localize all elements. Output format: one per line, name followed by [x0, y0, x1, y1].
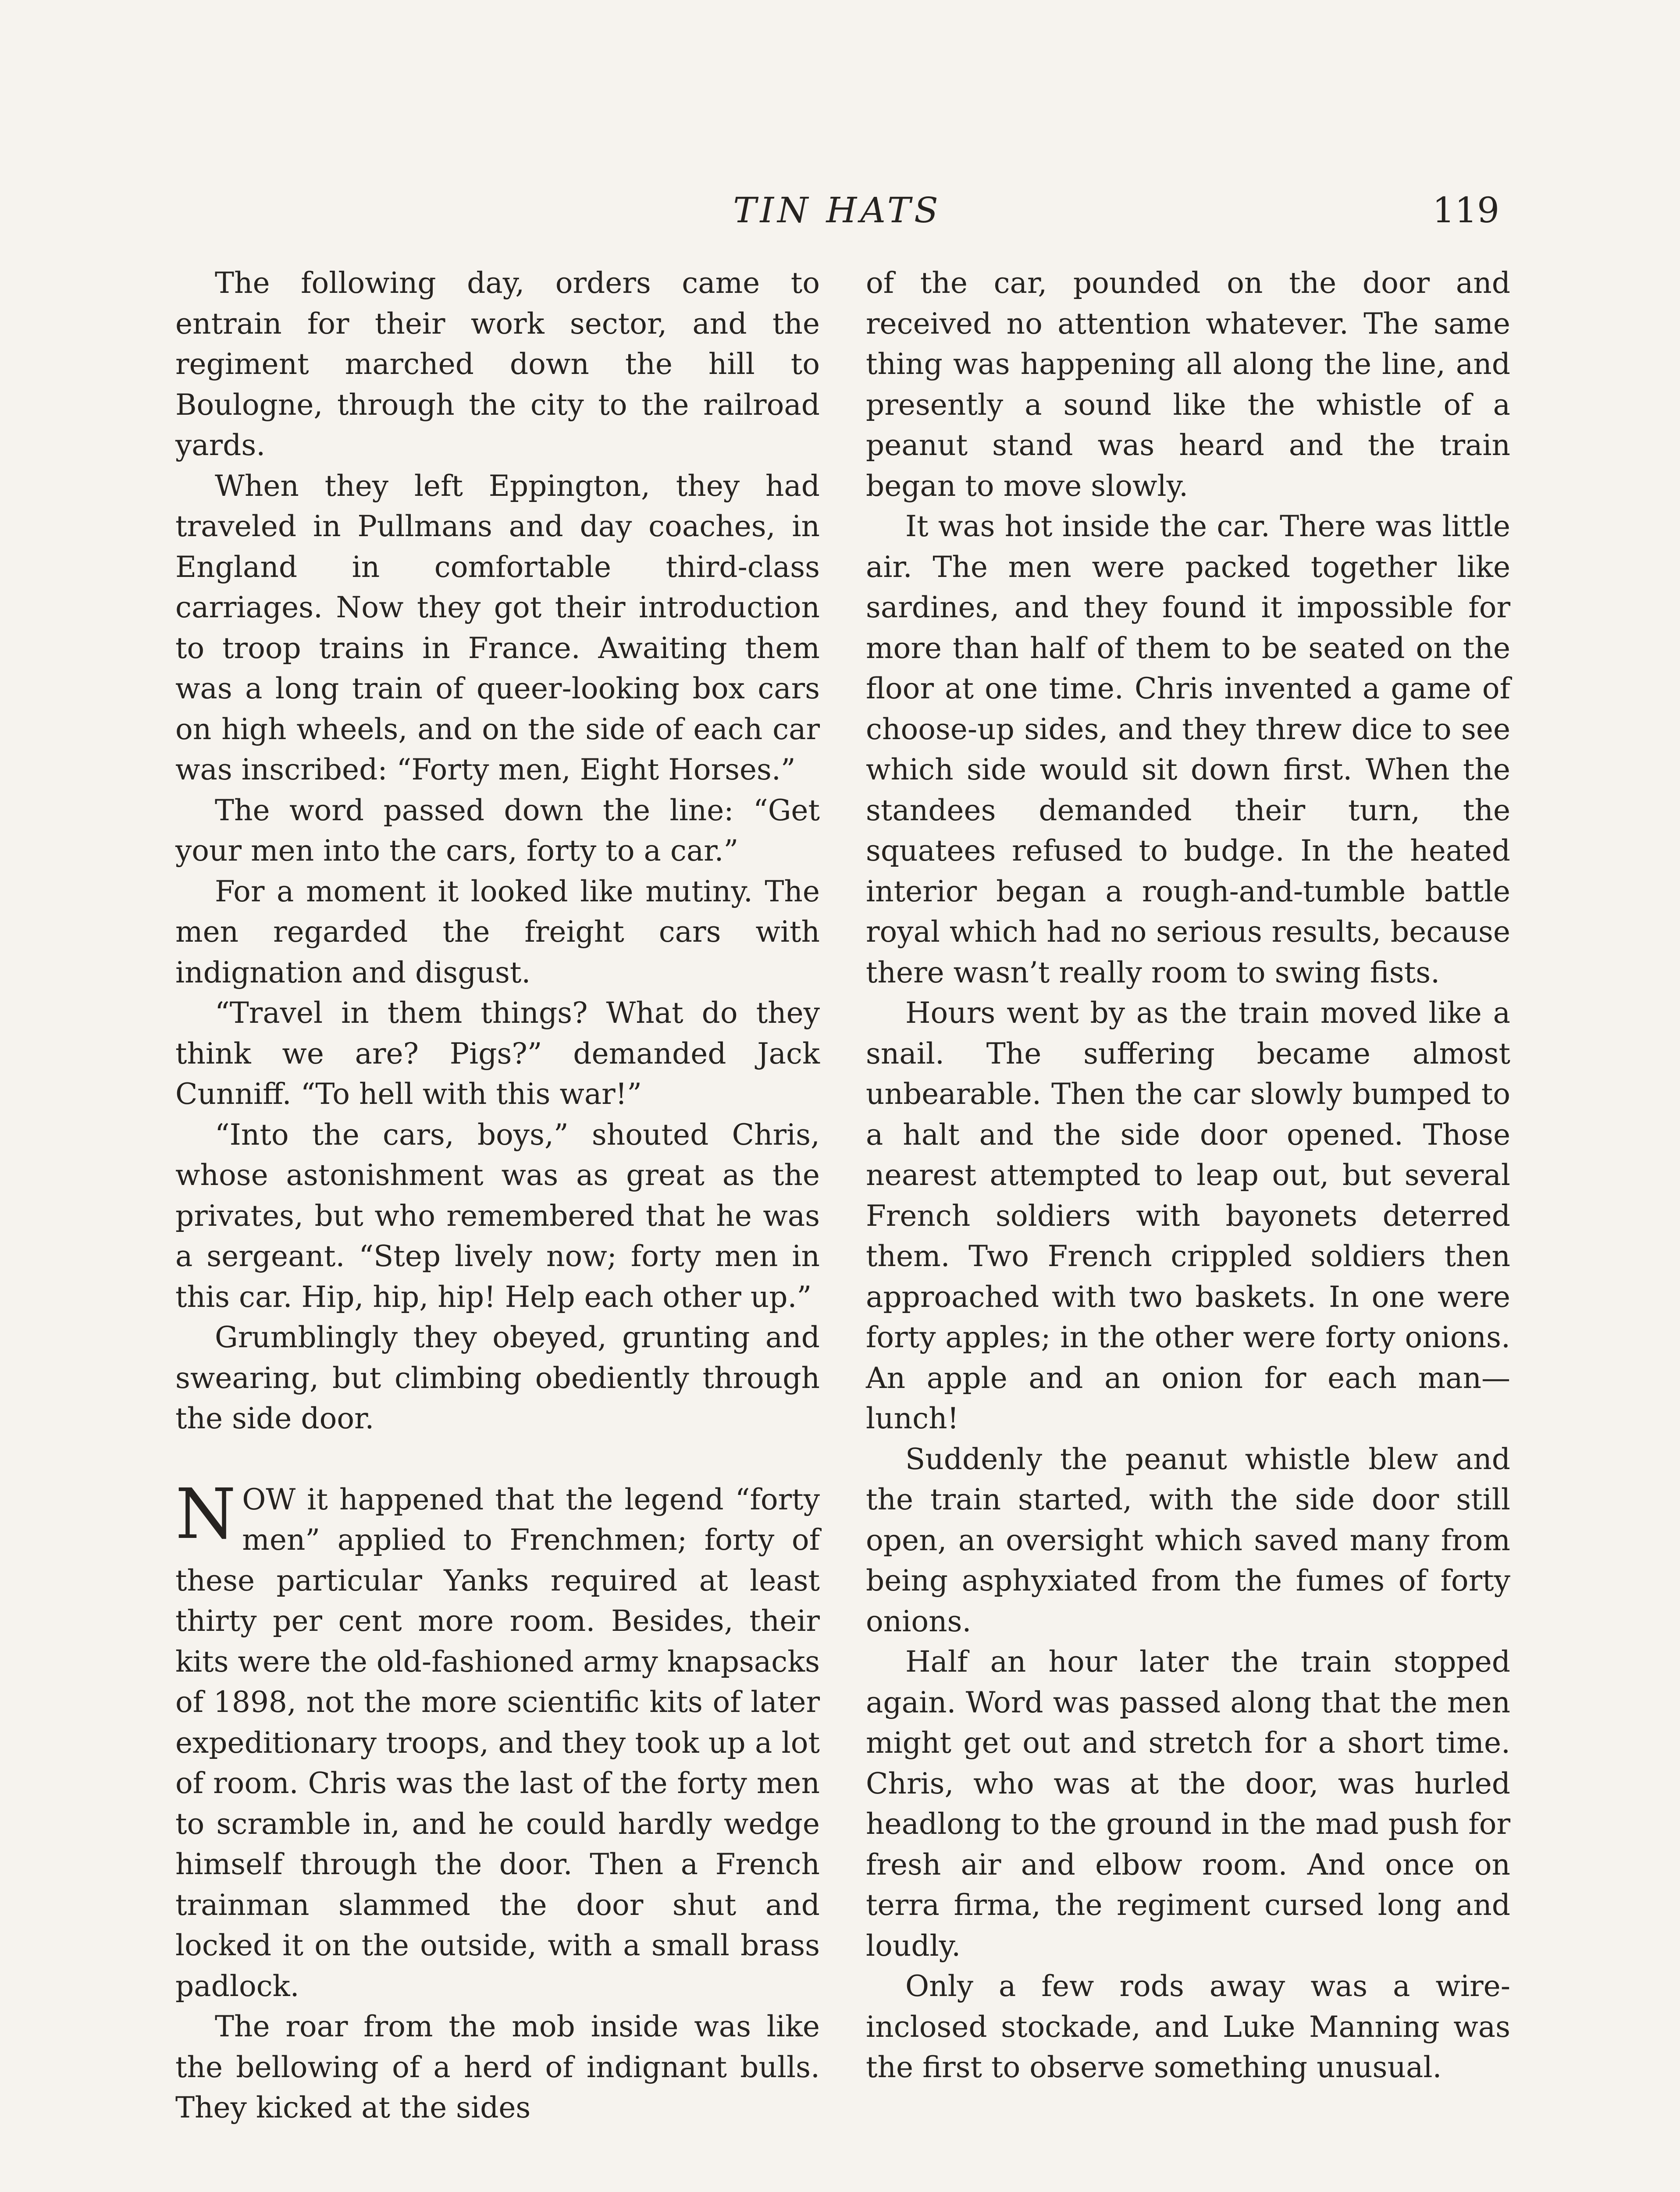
running-head	[175, 186, 1499, 235]
page-number: 119	[1432, 190, 1499, 231]
dropcap-paragraph-text: OW it happened that the legend “forty men” applied to Frenchmen; forty of these particular Yanks required at least thirty per cent more room. Besides, their kits were the old-fashioned army knapsacks of 1898, not the more scientific kits of later expeditionary troops, and they took up a lot of room. Chris was the last of the forty men to scramble in, and he could hardly wedge himself through the door. Then a French trainman slammed the door shut and locked it on the outside, with a small brass padlock.	[175, 1482, 820, 2003]
paragraph: When they left Eppington, they had traveled in Pullmans and day coaches, in England in comfortable third-class carriages. Now they got their introduction to troop trains in France. Awaiting them was a long train of queer-looking box cars on high wheels, and on the side of each car was inscribed: “Forty men, Eight Horses.”	[175, 469, 820, 786]
section-break	[175, 1439, 820, 1480]
paragraph: It was hot inside the car. There was little air. The men were packed together like sardines, and they found it impossible for more than half of them to be seated on the floor at one time. Chris invented a game of choose-up sides, and they threw dice to see which side would sit down first. When the standees demanded their turn, the squatees refused to budge. In the heated interior began a rough-and-tumble battle royal which had no serious results, because there wasn’t really room to swing fists.	[866, 509, 1510, 989]
continued-paragraph: of the car, pounded on the door and received no attention whatever. The same thing was happening all along the line, and presently a sound like the whistle of a peanut stand was heard and the train began to move slowly.	[866, 266, 1510, 503]
paragraph: Suddenly the peanut whistle blew and the train started, with the side door still open, an oversight which saved many from being asphyxiated from the fumes of forty onions.	[866, 1442, 1510, 1638]
paragraph: Only a few rods away was a wire-inclosed stockade, and Luke Manning was the first to observe something unusual.	[866, 1969, 1510, 2084]
paragraph: The word passed down the line: “Get your men into the cars, forty to a car.”	[175, 793, 820, 868]
paragraph: Half an hour later the train stopped again. Word was passed along that the men might get out and stretch for a short time. Chris, who was at the door, was hurled headlong to the ground in the mad push for fresh air and elbow room. And once on terra firma, the regiment cursed long and loudly.	[866, 1645, 1510, 1963]
dropcap-paragraph	[175, 1473, 820, 2007]
paragraph: For a moment it looked like mutiny. The men regarded the freight cars with indignation and disgust.	[175, 874, 820, 989]
paragraph: The roar from the mob inside was like the bellowing of a herd of indignant bulls. They kicked at the sides	[175, 2010, 820, 2124]
paragraph: Grumblingly they obeyed, grunting and swearing, but climbing obediently through the side door.	[175, 1320, 820, 1435]
paragraph: Hours went by as the train moved like a snail. The suffering became almost unbearable. Then the car slowly bumped to a halt and the side door opened. Those nearest attempted to leap out, but several French soldiers with bayonets deterred them. Two French crippled soldiers then approached with two baskets. In one were forty apples; in the other were forty onions. An apple and an onion for each man—lunch!	[866, 996, 1510, 1435]
paragraph: The following day, orders came to entrain for their work sector, and the regiment marched down the hill to Boulogne, through the city to the railroad yards.	[175, 266, 820, 462]
paragraph: “Into the cars, boys,” shouted Chris, whose astonishment was as great as the privates, but who remembered that he was a sergeant. “Step lively now; forty men in this car. Hip, hip, hip! Help each other up.”	[175, 1117, 820, 1314]
right-column	[866, 263, 1510, 2088]
drop-cap: N	[175, 1473, 236, 1555]
left-column	[175, 263, 820, 2128]
paragraph: “Travel in them things? What do they think we are? Pigs?” demanded Jack Cunniff. “To hell with this war!”	[175, 996, 820, 1111]
running-title: TIN HATS	[733, 190, 942, 231]
